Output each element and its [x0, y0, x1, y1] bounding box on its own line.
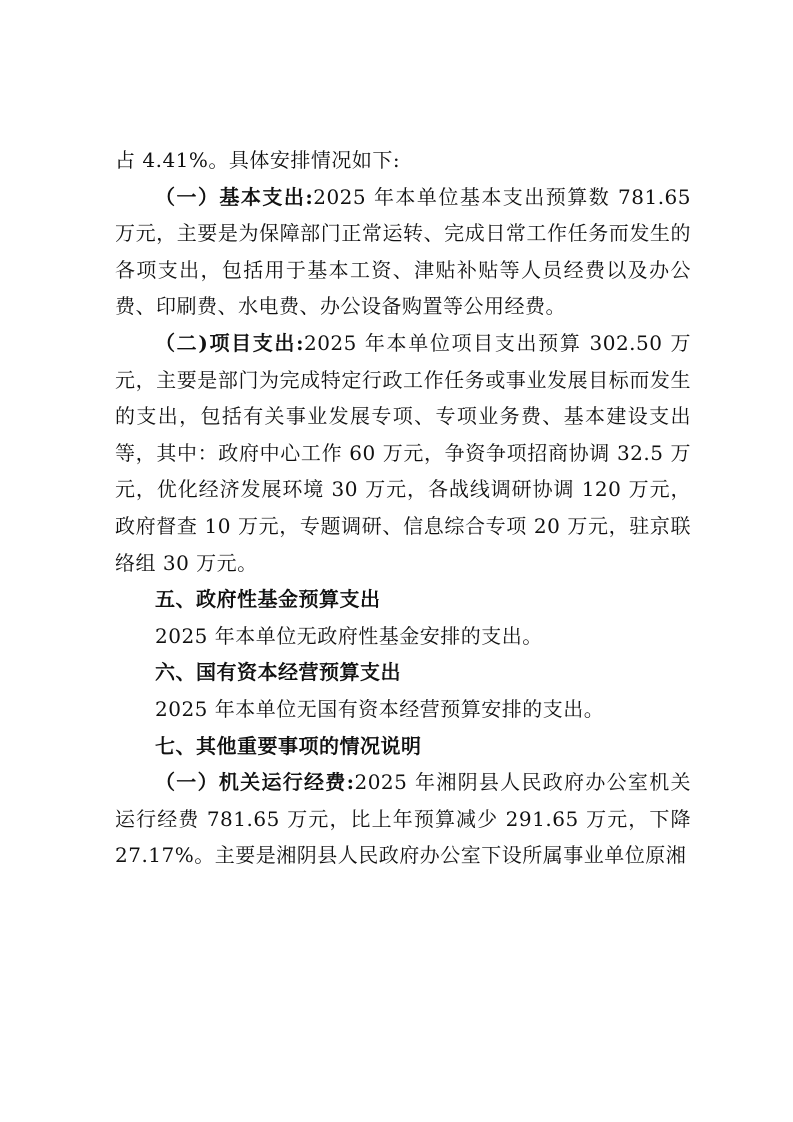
- paragraph-intro: [115, 142, 691, 179]
- section-lead-basic-expenditure: （一）基本支出:: [155, 184, 314, 209]
- paragraph-text: 2025 年本单位无政府性基金安排的支出。: [155, 623, 543, 648]
- paragraph-project-expenditure: [115, 325, 691, 581]
- paragraph-state-capital: [115, 691, 691, 728]
- heading-state-capital: 六、国有资本经营预算支出: [155, 660, 401, 685]
- document-body: [115, 142, 691, 874]
- heading-government-fund: 五、政府性基金预算支出: [155, 587, 381, 612]
- paragraph-government-fund: [115, 618, 691, 655]
- paragraph-basic-expenditure: [115, 179, 691, 325]
- section-lead-project-expenditure: （二)项目支出:: [155, 330, 304, 355]
- paragraph-text: 2025 年本单位基本支出预算数 781.65 万元，主要是为保障部门正常运转、完成日常工作任务而发生的各项支出，包括用于基本工资、津贴补贴等人员经费以及办公费、印刷费、水电费、办公设备购置等公用经费。: [115, 184, 691, 319]
- paragraph-text: 占 4.41%。具体安排情况如下:: [115, 148, 401, 172]
- paragraph-text: 2025 年湘阴县人民政府办公室机关运行经费 781.65 万元，比上年预算减少 291.65 万元，下降 27.17%。主要是湘阴县人民政府办公室下设所属事业单位原湘: [115, 770, 691, 868]
- paragraph-text: 2025 年本单位项目支出预算 302.50 万元，主要是部门为完成特定行政工作任务或事业发展目标而发生的支出，包括有关事业发展专项、专项业务费、基本建设支出等，其中：政府中心工作 60 万元，争资争项招商协调 32.5 万元，优化经济发展环境 30 万元，各战线调研协调 120 万元，政府督查 10 万元，专题调研、信息综合专项 20 万元，驻京联络组 30 万元。: [115, 330, 691, 575]
- paragraph-operating-costs: [115, 764, 691, 874]
- heading-other-matters: 七、其他重要事项的情况说明: [155, 733, 422, 758]
- paragraph-text: 2025 年本单位无国有资本经营预算安排的支出。: [155, 696, 605, 721]
- section-lead-operating-costs: （一）机关运行经费:: [155, 770, 355, 795]
